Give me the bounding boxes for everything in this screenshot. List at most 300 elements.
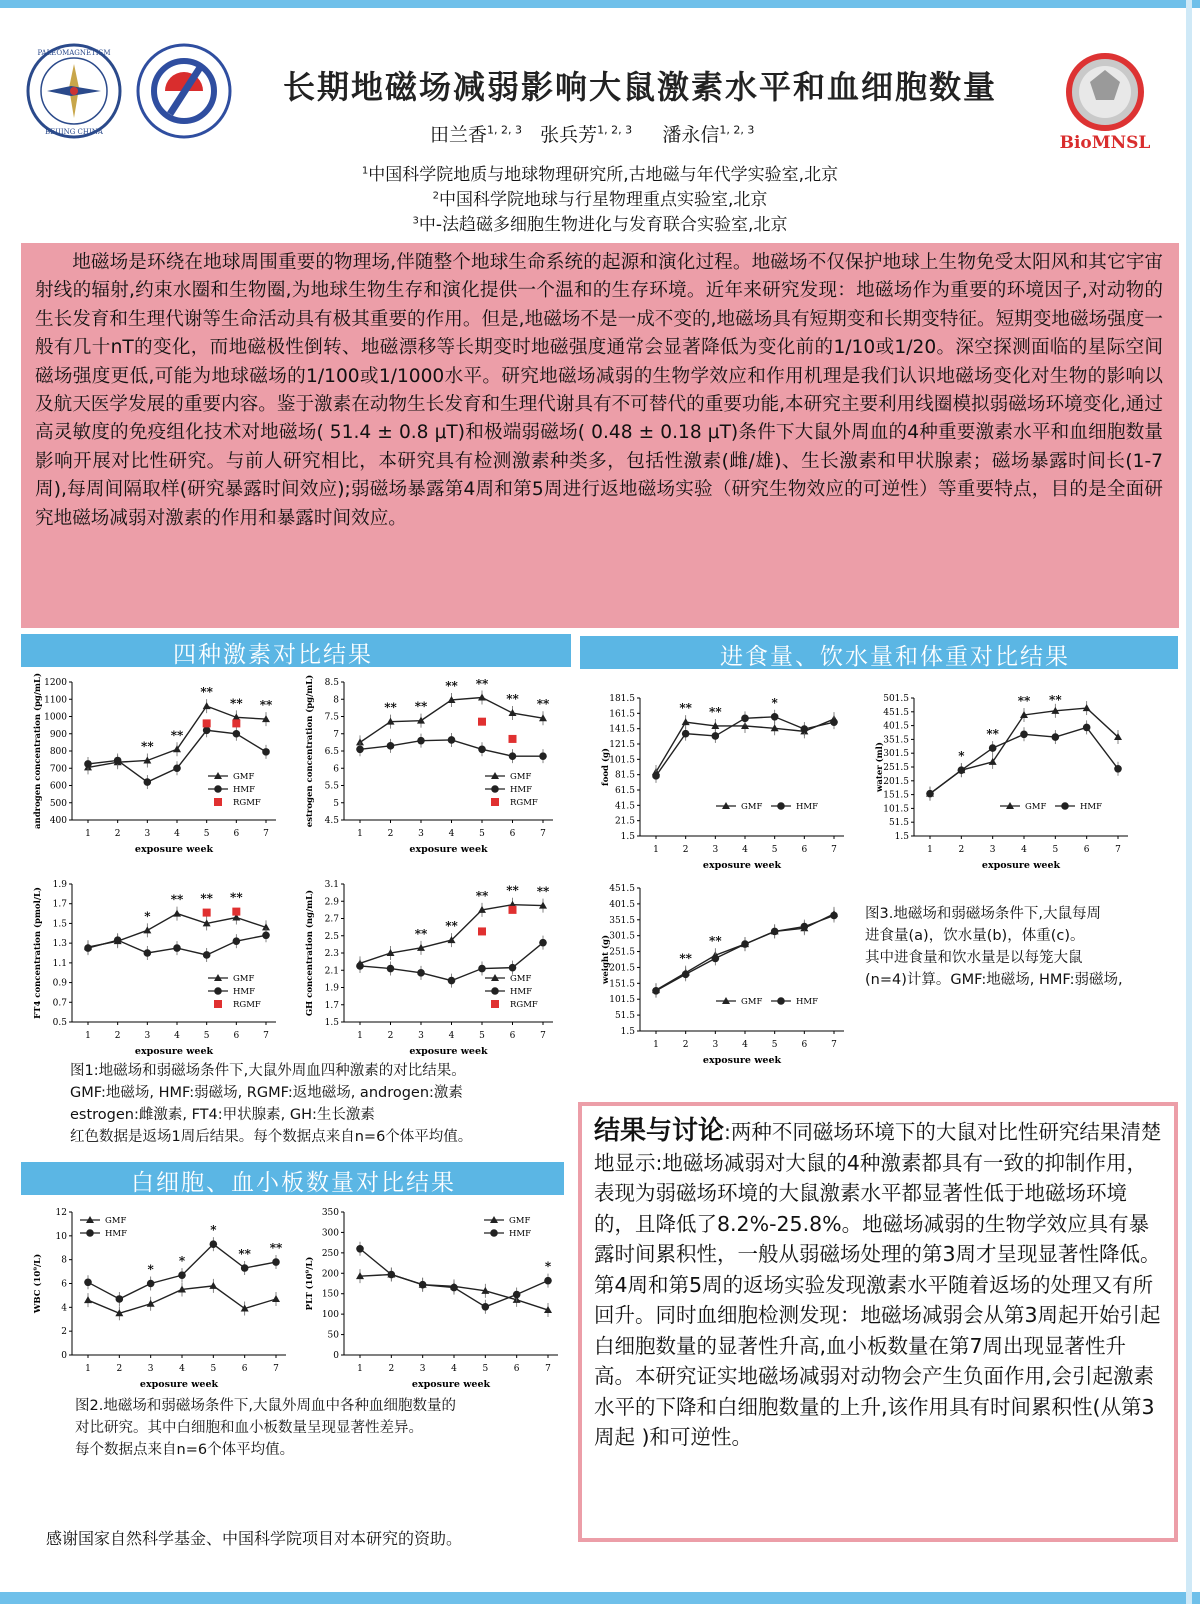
y-tick-label: 6	[61, 1279, 67, 1290]
x-tick-label: 3	[712, 1040, 719, 1050]
author-sup: 1, 2, 3	[487, 123, 522, 137]
data-point-HMF	[741, 940, 749, 948]
y-tick-label: 700	[49, 764, 67, 775]
x-tick-label: 1	[85, 1364, 91, 1374]
data-point-HMF	[482, 1303, 490, 1311]
x-axis-label: exposure week	[981, 860, 1061, 871]
y-tick-label: 1100	[44, 695, 67, 706]
x-axis-label: exposure week	[409, 844, 488, 855]
significance-mark: *	[958, 749, 965, 764]
caption-line: 图2.地磁场和弱磁场条件下,大鼠外周血中各种血细胞数量的	[75, 1398, 456, 1414]
legend-label: GMF	[510, 772, 532, 782]
legend-label: GMF	[233, 772, 255, 782]
y-tick-label: 1.5	[52, 919, 67, 930]
significance-mark: **	[536, 697, 550, 712]
y-tick-label: 301.5	[609, 931, 635, 942]
y-tick-label: 1.5	[894, 832, 909, 842]
results-heading: 结果与讨论	[594, 1116, 725, 1146]
legend-label: GMF	[105, 1216, 127, 1226]
data-point-HMF	[712, 955, 720, 963]
y-tick-label: 0	[333, 1351, 339, 1361]
legend-marker-HMF	[777, 997, 785, 1005]
y-tick-label: 8	[61, 1255, 67, 1266]
data-point-HMF	[801, 923, 809, 931]
significance-mark: **	[475, 677, 489, 691]
data-point-HMF	[417, 969, 425, 977]
x-tick-label: 5	[479, 829, 485, 839]
biomnsl-logo	[1050, 50, 1160, 155]
x-tick-label: 3	[419, 1364, 426, 1374]
acknowledgement: 感谢国家自然科学基金、中国科学院项目对本研究的资助。	[46, 1529, 463, 1548]
x-tick-label: 2	[114, 1031, 121, 1041]
data-point-HMF	[771, 713, 779, 721]
y-tick-label: 121.5	[609, 740, 635, 750]
significance-mark: **	[269, 1241, 283, 1256]
y-tick-label: 1.7	[52, 899, 67, 910]
data-point-HMF	[387, 742, 395, 750]
x-tick-label: 1	[357, 1031, 363, 1041]
x-tick-label: 6	[233, 1031, 240, 1041]
y-tick-label: 161.5	[609, 709, 635, 720]
x-tick-label: 7	[263, 829, 269, 839]
x-tick-label: 7	[831, 1040, 837, 1050]
chart-estrogen	[300, 670, 565, 860]
y-tick-label: 51.5	[614, 1011, 635, 1022]
caption-line: 其中进食量和饮水量是以每笼大鼠	[865, 950, 1083, 966]
data-point-HMF	[178, 1271, 186, 1279]
y-tick-label: 800	[49, 747, 67, 757]
author-name: 张兵芳	[540, 124, 598, 146]
chart-water	[870, 686, 1140, 876]
significance-mark: **	[475, 888, 489, 903]
x-tick-label: 4	[742, 1040, 748, 1050]
data-point-HMF	[509, 964, 517, 972]
significance-mark: **	[986, 727, 999, 742]
data-point-GMF	[478, 694, 486, 701]
y-tick-label: 401.5	[609, 899, 635, 910]
x-tick-label: 5	[482, 1364, 489, 1374]
y-tick-label: 5.5	[324, 781, 339, 792]
y-tick-label: 200	[321, 1269, 339, 1280]
x-tick-label: 1	[653, 845, 659, 855]
significance-mark: **	[1049, 693, 1062, 707]
y-tick-label: 21.5	[614, 816, 635, 827]
significance-mark: **	[414, 699, 428, 714]
section-blood-title: 白细胞、血小板数量对比结果	[131, 1170, 456, 1196]
y-tick-label: 0.7	[52, 998, 67, 1009]
data-point-HMF	[356, 1245, 364, 1253]
data-point-HMF	[801, 725, 809, 733]
caption-line: estrogen:雌激素, FT4:甲状腺素, GH:生长激素	[70, 1107, 375, 1123]
legend-marker-RGMF	[214, 798, 222, 806]
x-tick-label: 1	[85, 1031, 91, 1041]
caption-line: 进食量(a)，饮水量(b)，体重(c)。	[865, 928, 1085, 944]
y-tick-label: 141.5	[609, 724, 635, 735]
y-axis-label: food (g)	[601, 748, 611, 786]
data-point-HMF	[387, 965, 395, 973]
legend-label: GMF	[1025, 802, 1047, 812]
y-tick-label: 2.7	[324, 914, 339, 925]
data-point-HMF	[741, 715, 749, 723]
biomnsl-logo-text: BioMNSL	[1059, 133, 1151, 153]
data-point-HMF	[830, 912, 838, 920]
data-point-HMF	[173, 764, 181, 772]
legend-label: GMF	[741, 802, 763, 812]
significance-mark: **	[536, 884, 550, 899]
data-point-HMF	[262, 931, 270, 939]
significance-mark: **	[259, 698, 273, 713]
y-tick-label: 451.5	[883, 707, 909, 718]
data-point-HMF	[513, 1291, 521, 1299]
x-tick-label: 3	[144, 1031, 151, 1041]
y-axis-label: androgen concentration (pg/mL)	[33, 673, 43, 829]
legend-marker-HMF	[490, 1229, 498, 1237]
x-tick-label: 3	[144, 829, 151, 839]
y-tick-label: 50	[327, 1330, 339, 1341]
significance-mark: *	[147, 1262, 154, 1277]
x-axis-label: exposure week	[409, 1046, 488, 1057]
y-tick-label: 81.5	[614, 770, 635, 781]
y-axis-label: WBC (10⁹/L)	[33, 1253, 43, 1314]
x-axis-label: exposure week	[702, 1055, 782, 1066]
data-point-HMF	[830, 718, 838, 726]
chart-plt	[300, 1200, 570, 1395]
x-tick-label: 6	[801, 845, 808, 855]
x-tick-label: 1	[357, 1364, 363, 1374]
y-tick-label: 8	[333, 695, 339, 706]
significance-mark: **	[506, 692, 519, 707]
data-point-HMF	[509, 752, 517, 760]
figure2-caption	[75, 1395, 575, 1461]
data-point-HMF	[144, 949, 152, 957]
x-tick-label: 2	[682, 1040, 689, 1050]
y-tick-label: 12	[55, 1208, 67, 1218]
x-tick-label: 6	[1083, 845, 1090, 855]
data-point-HMF	[478, 745, 486, 753]
x-axis-label: exposure week	[134, 1046, 214, 1057]
y-tick-label: 900	[49, 729, 67, 740]
y-tick-label: 201.5	[883, 776, 909, 787]
legend-marker-HMF	[214, 785, 222, 793]
data-point-HMF	[116, 1295, 124, 1303]
data-point-HMF	[652, 987, 660, 995]
right-rule	[1186, 0, 1192, 1604]
y-tick-label: 4.5	[324, 816, 339, 826]
legend-label: RGMF	[510, 1000, 538, 1010]
x-tick-label: 4	[174, 1031, 180, 1041]
data-point-HMF	[262, 748, 270, 756]
y-axis-label: PLT (10⁹/L)	[305, 1256, 315, 1311]
y-tick-label: 2	[61, 1327, 67, 1338]
legend-label: HMF	[796, 997, 819, 1007]
legend-marker-HMF	[491, 987, 499, 995]
y-tick-label: 1.9	[324, 983, 339, 994]
data-point-HMF	[210, 1240, 218, 1248]
x-tick-label: 6	[233, 829, 240, 839]
results-discussion-box	[578, 1102, 1178, 1542]
x-tick-label: 6	[801, 1040, 808, 1050]
y-tick-label: 0	[61, 1351, 67, 1361]
legend-marker-HMF	[1061, 802, 1069, 810]
significance-mark: **	[709, 704, 722, 719]
significance-mark: **	[1017, 693, 1031, 708]
affiliation-1	[0, 160, 1200, 185]
x-tick-label: 5	[203, 829, 210, 839]
x-tick-label: 1	[85, 829, 91, 839]
results-text: :两种不同磁场环境下的大鼠对比性研究结果清楚地显示:地磁场减弱对大鼠的4种激素都具有一致的抑制作用，表现为弱磁场环境的大鼠激素水平都显著性低于地磁场环境的，且降低了8.2%-25.8%。地磁场减弱的生物学效应具有暴露时间累积性，一般从弱磁场处理的第3周才呈现显著性降低。第4周和第5周的返场实验发现激素水平随着返场的处理又有所回升。同时血细胞检测发现：地磁场减弱会从第3周起开始引起白细胞数量的显著性升高,血小板数量在第7周出现显著性升高。本研究证实地磁场减弱对动物会产生负面作用,会引起激素水平的下降和白细胞数量的上升,该作用具有时间累积性(从第3周起 )和可逆性。	[594, 1120, 1162, 1449]
significance-mark: **	[384, 700, 397, 715]
data-point-HMF	[147, 1280, 155, 1288]
x-tick-label: 4	[179, 1364, 185, 1374]
x-tick-label: 5	[771, 845, 778, 855]
data-point-HMF	[652, 772, 660, 780]
y-tick-label: 2.3	[324, 949, 339, 959]
data-point-HMF	[1083, 724, 1091, 732]
x-tick-label: 1	[927, 845, 933, 855]
y-tick-label: 451.5	[609, 884, 635, 894]
data-point-HMF	[356, 745, 364, 753]
x-tick-label: 2	[387, 1031, 394, 1041]
y-axis-label: weight (g)	[601, 935, 611, 984]
y-axis-label: FT4 concentration (pmol/L)	[33, 887, 43, 1019]
author-name: 田兰香	[430, 124, 488, 146]
y-tick-label: 101.5	[609, 755, 635, 766]
data-point-GMF	[209, 1282, 217, 1289]
bottom-rule	[0, 1592, 1200, 1604]
y-tick-label: 400	[49, 816, 67, 826]
data-point-HMF	[84, 1279, 92, 1287]
x-tick-label: 3	[418, 1031, 424, 1041]
chart-wbc	[28, 1200, 298, 1395]
caption-line: 图3.地磁场和弱磁场条件下,大鼠每周	[865, 906, 1101, 922]
x-tick-label: 3	[712, 845, 719, 855]
significance-mark: *	[210, 1223, 217, 1238]
legend-label: HMF	[796, 802, 819, 812]
significance-mark: **	[238, 1247, 251, 1262]
data-point-HMF	[1020, 730, 1028, 738]
data-point-GMF	[147, 1300, 155, 1307]
y-tick-label: 2.9	[324, 897, 339, 908]
significance-mark: **	[679, 951, 692, 966]
y-tick-label: 1.7	[324, 1000, 339, 1011]
x-axis-label: exposure week	[411, 1379, 491, 1390]
chart-ft4	[28, 872, 288, 1062]
y-tick-label: 101.5	[883, 804, 909, 815]
x-tick-label: 4	[174, 829, 180, 839]
significance-mark: **	[170, 892, 184, 907]
x-tick-label: 4	[451, 1364, 457, 1374]
y-tick-label: 61.5	[614, 786, 635, 796]
authors	[430, 120, 754, 147]
data-point-HMF	[356, 962, 364, 970]
legend-label: HMF	[233, 987, 256, 997]
significance-mark: *	[178, 1254, 186, 1269]
x-tick-label: 6	[241, 1364, 248, 1374]
data-point-RGMF	[509, 906, 517, 914]
y-tick-label: 1.5	[620, 832, 635, 842]
x-tick-label: 1	[357, 829, 363, 839]
x-tick-label: 7	[831, 845, 837, 855]
x-tick-label: 7	[1115, 845, 1121, 855]
legend-label: HMF	[105, 1229, 128, 1239]
svg-text:BEIJING CHINA: BEIJING CHINA	[45, 128, 103, 136]
x-tick-label: 6	[509, 829, 516, 839]
section-food	[580, 636, 1178, 669]
x-tick-label: 2	[682, 845, 689, 855]
series-line-HMF	[360, 1249, 548, 1307]
significance-mark: **	[170, 728, 184, 743]
y-tick-label: 301.5	[883, 749, 909, 760]
legend-label: HMF	[510, 987, 533, 997]
chart-weight	[596, 876, 856, 1071]
y-tick-label: 181.5	[609, 694, 635, 704]
x-tick-label: 2	[388, 1364, 395, 1374]
legend-label: HMF	[509, 1229, 532, 1239]
paleomag-lab-logo	[25, 42, 123, 140]
data-point-HMF	[682, 730, 690, 738]
figure3-caption	[865, 903, 1185, 991]
data-point-GMF	[272, 1295, 280, 1302]
author-sup: 1, 2, 3	[719, 123, 755, 137]
figure1-caption	[70, 1060, 570, 1148]
legend-marker-HMF	[491, 785, 499, 793]
y-tick-label: 600	[49, 781, 67, 792]
data-point-HMF	[544, 1277, 552, 1285]
data-point-RGMF	[203, 719, 211, 727]
data-point-HMF	[682, 970, 690, 978]
data-point-RGMF	[478, 718, 486, 726]
x-tick-label: 2	[114, 829, 121, 839]
author-name: 潘永信	[662, 124, 720, 146]
affiliation-text: 中国科学院地球与行星物理重点实验室,北京	[438, 190, 768, 210]
data-point-HMF	[144, 778, 152, 786]
svg-text:PALEOMAGNETISM: PALEOMAGNETISM	[37, 49, 111, 57]
data-point-HMF	[958, 766, 966, 774]
y-tick-label: 41.5	[614, 801, 635, 812]
y-tick-label: 350	[321, 1208, 339, 1218]
legend-label: HMF	[233, 785, 256, 795]
y-tick-label: 351.5	[609, 915, 635, 926]
data-point-HMF	[419, 1281, 427, 1289]
affiliation-3	[0, 210, 1200, 235]
data-point-HMF	[989, 744, 997, 752]
y-tick-label: 1000	[44, 712, 67, 723]
y-tick-label: 1.3	[52, 939, 67, 950]
y-tick-label: 6	[333, 764, 339, 775]
y-tick-label: 101.5	[609, 995, 635, 1006]
x-tick-label: 3	[147, 1364, 154, 1374]
y-tick-label: 51.5	[888, 818, 909, 829]
significance-mark: **	[506, 883, 519, 898]
significance-mark: *	[771, 695, 778, 710]
y-axis-label: GH concentration (ng/mL)	[305, 889, 315, 1017]
x-tick-label: 2	[116, 1364, 123, 1374]
affiliation-sup: 1	[361, 165, 369, 177]
y-tick-label: 501.5	[883, 694, 909, 704]
x-tick-label: 5	[771, 1040, 778, 1050]
legend-label: GMF	[233, 974, 255, 984]
legend-marker-HMF	[214, 987, 222, 995]
data-point-HMF	[926, 790, 934, 798]
y-tick-label: 251.5	[609, 947, 635, 958]
data-point-HMF	[450, 1284, 458, 1292]
y-tick-label: 7.5	[324, 712, 339, 723]
caption-line: 红色数据是返场1周后结果。每个数据点来自n=6个体平均值。	[70, 1129, 473, 1145]
y-tick-label: 351.5	[883, 735, 909, 746]
affiliation-text: 中-法趋磁多细胞生物进化与发育联合实验室,北京	[418, 215, 788, 235]
x-tick-label: 3	[989, 845, 996, 855]
caption-line: GMF:地磁场, HMF:弱磁场, RGMF:返地磁场, androgen:激素	[70, 1085, 463, 1101]
x-tick-label: 7	[545, 1364, 551, 1374]
y-tick-label: 1.9	[52, 880, 67, 890]
data-point-HMF	[173, 944, 181, 952]
legend-marker-HMF	[86, 1229, 94, 1237]
data-point-HMF	[448, 977, 456, 985]
y-axis-label: water (ml)	[875, 742, 885, 792]
data-point-GMF	[84, 1296, 92, 1303]
y-tick-label: 401.5	[883, 721, 909, 732]
y-tick-label: 151.5	[883, 790, 909, 801]
y-tick-label: 251.5	[883, 763, 909, 773]
legend-label: RGMF	[233, 798, 261, 808]
y-tick-label: 4	[61, 1303, 67, 1314]
y-tick-label: 1.5	[620, 1027, 635, 1037]
data-point-RGMF	[509, 735, 517, 743]
abstract-box: 地磁场是环绕在地球周围重要的物理场,伴随整个地球生命系统的起源和演化过程。地磁场不仅保护地球上生物免受太阳风和其它宇宙射线的辐射,约束水圈和生物圈,为地球生物生存和演化提供一个温和的生存环境。近年来研究发现：地磁场作为重要的环境因子,对动物的生长发育和生理代谢等生命活动具有极其重要的作用。但是,地磁场不是一成不变的,地磁场具有短期变和长期变特征。短期变地磁场强度一般有几十nT的变化，而地磁极性倒转、地磁漂移等长期变时地磁强度通常会显著降低为变化前的1/10或1/20。深空探测面临的星际空间磁场强度更低,可能为地球磁场的1/100或1/1000水平。研究地磁场减弱的生物学效应和作用机理是我们认识地磁场变化对生物的影响以及航天医学发展的重要内容。鉴于激素在动物生长发育和生理代谢具有不可替代的重要功能,本研究主要利用线圈模拟弱磁场环境变化,通过高灵敏度的免疫组化技术对地磁场( 51.4 ± 0.8 μT)和极端弱磁场( 0.48 ± 0.18 μT)条件下大鼠外周血的4种重要激素水平和血细胞数量影响开展对比性研究。与前人研究相比，本研究具有检测激素种类多，包括性激素(雌/雄)、生长激素和甲状腺素；磁场暴露时间长(1-7周),每周间隔取样(研究暴露时间效应);弱磁场暴露第4周和第5周进行返地磁场实验（研究生物效应的可逆性）等重要特点，目的是全面研究地磁场减弱对激素的作用和暴露时间效应。	[21, 243, 1179, 628]
x-tick-label: 1	[653, 1040, 659, 1050]
x-tick-label: 5	[479, 1031, 485, 1041]
y-tick-label: 100	[321, 1310, 339, 1321]
affiliation-2	[0, 185, 1200, 210]
affiliation-sup: 3	[412, 215, 419, 227]
x-tick-label: 7	[273, 1364, 279, 1374]
y-tick-label: 10	[55, 1231, 67, 1242]
y-tick-label: 500	[49, 798, 67, 809]
data-point-GMF	[203, 702, 211, 709]
data-point-HMF	[233, 937, 241, 945]
y-tick-label: 6.5	[324, 747, 339, 757]
chart-food	[596, 686, 856, 876]
x-tick-label: 2	[958, 845, 965, 855]
data-point-GMF	[682, 718, 690, 725]
data-point-GMF	[173, 910, 181, 917]
legend-label: GMF	[509, 1216, 531, 1226]
data-point-RGMF	[232, 908, 240, 916]
significance-mark: **	[230, 890, 243, 905]
significance-mark: **	[200, 891, 213, 906]
x-tick-label: 6	[509, 1031, 516, 1041]
y-tick-label: 150	[321, 1289, 339, 1300]
data-point-HMF	[771, 928, 779, 936]
y-tick-label: 0.9	[52, 978, 67, 989]
section-blood	[21, 1162, 564, 1195]
poster-title: 长期地磁场减弱影响大鼠激素水平和血细胞数量	[282, 68, 997, 106]
significance-mark: *	[544, 1259, 552, 1274]
affiliation-sup: 2	[432, 190, 439, 202]
x-tick-label: 2	[387, 829, 394, 839]
significance-mark: **	[414, 926, 428, 941]
section-hormones	[21, 634, 571, 667]
significance-mark: **	[445, 678, 458, 693]
chart-gh	[300, 872, 565, 1062]
data-point-RGMF	[478, 927, 486, 935]
legend-marker-RGMF	[214, 1000, 222, 1008]
data-point-GMF	[143, 926, 151, 933]
significance-mark: **	[709, 934, 722, 949]
significance-mark: **	[230, 696, 243, 711]
y-tick-label: 8.5	[324, 678, 339, 688]
legend-label: HMF	[510, 785, 533, 795]
